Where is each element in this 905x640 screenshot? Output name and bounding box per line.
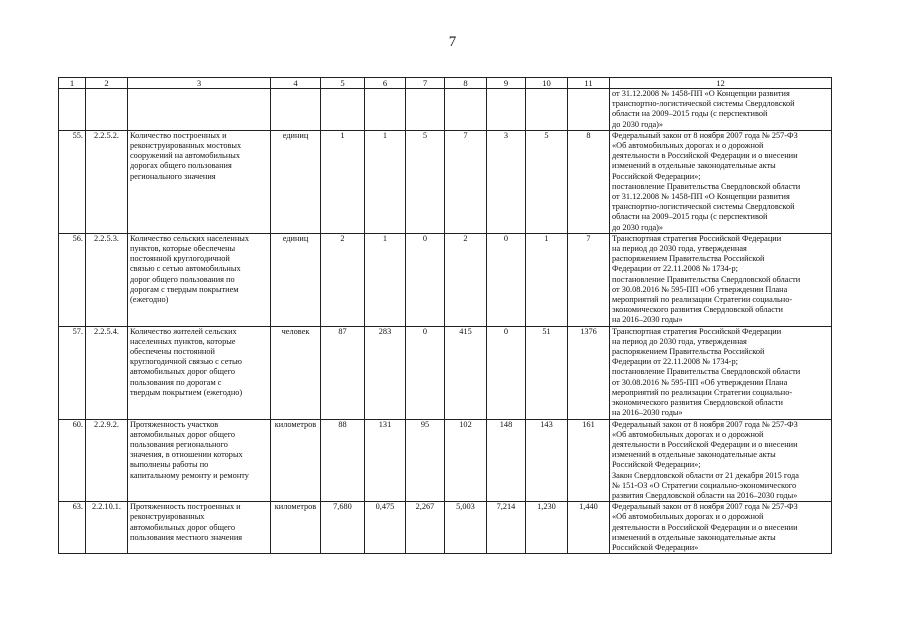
header-cell: 4: [271, 78, 321, 89]
legal-basis-line: на 2016–2030 годы»: [612, 315, 683, 325]
indicator-name-line: Количество жителей сельских: [130, 326, 237, 336]
legal-basis-line: Федерации от 22.11.2008 № 1734-р;: [612, 264, 738, 274]
table-header-row: [59, 78, 832, 89]
legal-basis-cell: [610, 502, 832, 554]
indicator-code-cell: 2.2.5.3.: [86, 233, 128, 326]
legal-basis-line: от 30.08.2016 № 595-ПП «Об утверждении Плана: [612, 377, 788, 387]
legal-basis-line: на период до 2030 года, утвержденная: [612, 336, 747, 346]
indicator-code-cell: 2.2.5.4.: [86, 326, 128, 419]
value-cell: 2: [321, 233, 365, 326]
unit-cell: человек: [271, 326, 321, 419]
legal-basis-line: изменений в отдельные законодательные акты: [612, 532, 776, 542]
value-cell: 0: [406, 233, 445, 326]
value-cell: 0,475: [365, 502, 406, 554]
value-cell: 3: [487, 130, 526, 233]
table-row: [59, 326, 832, 419]
header-cell: 9: [487, 78, 526, 89]
indicator-name-line: дорог общего пользования по: [130, 274, 235, 284]
indicator-name-line: автомобильных дорог общего: [130, 429, 236, 439]
legal-basis-cell: [610, 233, 832, 326]
value-cell: 0: [406, 326, 445, 419]
row-number-cell: 63.: [59, 502, 86, 554]
table-row: [59, 233, 832, 326]
indicator-name-line: сооружений на автомобильных: [130, 151, 241, 161]
table-body: [59, 78, 832, 554]
value-cell: 1,230: [526, 502, 568, 554]
value-cell: 415: [445, 326, 487, 419]
unit-cell: [271, 89, 321, 131]
value-cell: 148: [487, 419, 526, 502]
legal-basis-line: Федеральный закон от 8 ноября 2007 года № 257-ФЗ: [612, 502, 798, 512]
legal-basis-line: мероприятий по реализации Стратегии социально-: [612, 295, 793, 305]
legal-basis-line: Федерации от 22.11.2008 № 1734-р;: [612, 357, 738, 367]
table-row: [59, 419, 832, 502]
table-row: [59, 89, 832, 131]
legal-basis-line: Федеральный закон от 8 ноября 2007 года № 257-ФЗ: [612, 419, 798, 429]
header-cell: 7: [406, 78, 445, 89]
indicator-name-line: Количество сельских населенных: [130, 233, 249, 243]
legal-basis-line: от 31.12.2008 № 1458-ПП «О Концепции развития: [612, 89, 790, 98]
value-cell: 2,267: [406, 502, 445, 554]
row-number-cell: 60.: [59, 419, 86, 502]
indicator-name-line: значения, в отношении которых: [130, 450, 243, 460]
row-number-cell: 56.: [59, 233, 86, 326]
value-cell: 88: [321, 419, 365, 502]
value-cell: 131: [365, 419, 406, 502]
header-cell: 5: [321, 78, 365, 89]
legal-basis-line: до 2030 года)»: [612, 222, 664, 232]
legal-basis-line: развития Свердловской области на 2016–2030 годы»: [612, 490, 798, 500]
value-cell: 1,440: [568, 502, 610, 554]
indicator-name-line: пользования регионального: [130, 439, 228, 449]
unit-cell: километров: [271, 502, 321, 554]
legal-basis-line: Федеральный закон от 8 ноября 2007 года № 257-ФЗ: [612, 130, 798, 140]
indicator-name-line: дорогах общего пользования: [130, 161, 232, 171]
legal-basis-line: Российской Федерации»;: [612, 460, 701, 470]
legal-basis-line: «Об автомобильных дорогах и о дорожной: [612, 512, 764, 522]
indicator-name-cell: [128, 233, 271, 326]
indicator-name-line: (ежегодно): [130, 295, 169, 305]
indicator-name-line: автомобильных дорог общего: [130, 522, 236, 532]
value-cell: 1: [526, 233, 568, 326]
indicators-table: [58, 77, 832, 554]
table-row: [59, 502, 832, 554]
indicator-name-line: Протяженность построенных и: [130, 502, 241, 512]
indicator-name-line: круглогодичной связью с сетью: [130, 357, 243, 367]
header-cell: 10: [526, 78, 568, 89]
legal-basis-line: на 2016–2030 годы»: [612, 408, 683, 418]
legal-basis-cell: [610, 326, 832, 419]
value-cell: 5: [406, 130, 445, 233]
value-cell: 0: [487, 326, 526, 419]
indicator-name-line: Протяженность участков: [130, 419, 219, 429]
legal-basis-line: экономического развития Свердловской области: [612, 398, 783, 408]
value-cell: [568, 89, 610, 131]
value-cell: 5,003: [445, 502, 487, 554]
indicator-name-line: пунктов, которые обеспечены: [130, 244, 236, 254]
legal-basis-line: № 151-ОЗ «О Стратегии социально-экономического: [612, 480, 797, 490]
value-cell: 7,680: [321, 502, 365, 554]
legal-basis-line: транспортно-логистической системы Свердловской: [612, 99, 795, 109]
value-cell: 7,214: [487, 502, 526, 554]
legal-basis-line: деятельности в Российской Федерации и о внесении: [612, 439, 798, 449]
header-cell: 3: [128, 78, 271, 89]
indicator-name-line: постоянной круглогодичной: [130, 254, 230, 264]
value-cell: [487, 89, 526, 131]
indicator-code-cell: 2.2.10.1.: [86, 502, 128, 554]
value-cell: 0: [487, 233, 526, 326]
legal-basis-line: деятельности в Российской Федерации и о внесении: [612, 151, 798, 161]
value-cell: [445, 89, 487, 131]
indicator-name-cell: [128, 89, 271, 131]
indicator-name-line: реконструированных: [130, 512, 205, 522]
value-cell: 1: [321, 130, 365, 233]
value-cell: 8: [568, 130, 610, 233]
value-cell: [406, 89, 445, 131]
row-number-cell: 57.: [59, 326, 86, 419]
indicator-name-line: автомобильных дорог общего: [130, 367, 236, 377]
row-number-cell: 55.: [59, 130, 86, 233]
indicator-name-line: выполнены работы по: [130, 460, 209, 470]
unit-cell: единиц: [271, 130, 321, 233]
header-cell: 11: [568, 78, 610, 89]
value-cell: 95: [406, 419, 445, 502]
legal-basis-line: экономического развития Свердловской области: [612, 305, 783, 315]
value-cell: 1: [365, 233, 406, 326]
header-cell: 6: [365, 78, 406, 89]
legal-basis-line: до 2030 года)»: [612, 119, 664, 129]
indicator-name-line: Количество построенных и: [130, 130, 227, 140]
value-cell: [526, 89, 568, 131]
legal-basis-line: мероприятий по реализации Стратегии социально-: [612, 387, 793, 397]
legal-basis-line: постановление Правительства Свердловской области: [612, 181, 801, 191]
value-cell: [365, 89, 406, 131]
legal-basis-line: области на 2009–2015 годы (с перспективой: [612, 109, 768, 119]
value-cell: 51: [526, 326, 568, 419]
indicator-name-line: регионального значения: [130, 171, 216, 181]
unit-cell: единиц: [271, 233, 321, 326]
header-cell: 2: [86, 78, 128, 89]
legal-basis-line: изменений в отдельные законодательные акты: [612, 161, 776, 171]
indicator-name-line: обеспечены постоянной: [130, 347, 215, 357]
header-cell: 12: [610, 78, 832, 89]
legal-basis-line: на период до 2030 года, утвержденная: [612, 244, 747, 254]
header-cell: 1: [59, 78, 86, 89]
indicator-name-line: пользования местного значения: [130, 532, 243, 542]
table-row: [59, 130, 832, 233]
indicator-name-cell: [128, 502, 271, 554]
row-number-cell: [59, 89, 86, 131]
indicator-code-cell: 2.2.9.2.: [86, 419, 128, 502]
legal-basis-cell: [610, 89, 832, 131]
legal-basis-line: от 30.08.2016 № 595-ПП «Об утверждении Плана: [612, 284, 788, 294]
value-cell: 5: [526, 130, 568, 233]
value-cell: 7: [445, 130, 487, 233]
legal-basis-line: изменений в отдельные законодательные акты: [612, 450, 776, 460]
legal-basis-line: транспортно-логистической системы Свердловской: [612, 202, 795, 212]
legal-basis-line: Российской Федерации»;: [612, 171, 701, 181]
legal-basis-line: области на 2009–2015 годы (с перспективой: [612, 212, 768, 222]
value-cell: 2: [445, 233, 487, 326]
legal-basis-line: распоряжением Правительства Российской: [612, 347, 765, 357]
legal-basis-line: «Об автомобильных дорогах и о дорожной: [612, 429, 764, 439]
value-cell: 283: [365, 326, 406, 419]
legal-basis-cell: [610, 419, 832, 502]
value-cell: 161: [568, 419, 610, 502]
header-cell: 8: [445, 78, 487, 89]
legal-basis-line: постановление Правительства Свердловской области: [612, 367, 801, 377]
legal-basis-line: Транспортная стратегия Российской Федерации: [612, 326, 782, 336]
legal-basis-line: Российской Федерации»: [612, 542, 699, 552]
value-cell: 7: [568, 233, 610, 326]
value-cell: 143: [526, 419, 568, 502]
indicator-name-cell: [128, 419, 271, 502]
indicator-name-line: пользования по дорогам с: [130, 377, 222, 387]
legal-basis-line: постановление Правительства Свердловской области: [612, 274, 801, 284]
value-cell: [321, 89, 365, 131]
legal-basis-line: Закон Свердловской области от 21 декабря 2015 года: [612, 470, 799, 480]
indicator-name-cell: [128, 326, 271, 419]
legal-basis-line: Транспортная стратегия Российской Федерации: [612, 233, 782, 243]
legal-basis-line: распоряжением Правительства Российской: [612, 254, 765, 264]
value-cell: 87: [321, 326, 365, 419]
value-cell: 1376: [568, 326, 610, 419]
value-cell: 102: [445, 419, 487, 502]
indicator-code-cell: [86, 89, 128, 131]
indicator-name-line: населенных пунктов, которые: [130, 336, 236, 346]
indicator-name-line: дорогам с твердым покрытием: [130, 284, 239, 294]
indicator-name-line: твердым покрытием (ежегодно): [130, 387, 243, 397]
legal-basis-line: деятельности в Российской Федерации и о внесении: [612, 522, 798, 532]
value-cell: 1: [365, 130, 406, 233]
indicator-name-line: реконструированных мостовых: [130, 141, 242, 151]
legal-basis-line: от 31.12.2008 № 1458-ПП «О Концепции развития: [612, 192, 790, 202]
indicator-name-line: связью с сетью автомобильных: [130, 264, 241, 274]
unit-cell: километров: [271, 419, 321, 502]
indicator-code-cell: 2.2.5.2.: [86, 130, 128, 233]
indicator-name-cell: [128, 130, 271, 233]
legal-basis-cell: [610, 130, 832, 233]
page-number: 7: [448, 34, 457, 50]
indicator-name-line: капитальному ремонту и ремонту: [130, 470, 249, 480]
legal-basis-line: «Об автомобильных дорогах и о дорожной: [612, 141, 764, 151]
